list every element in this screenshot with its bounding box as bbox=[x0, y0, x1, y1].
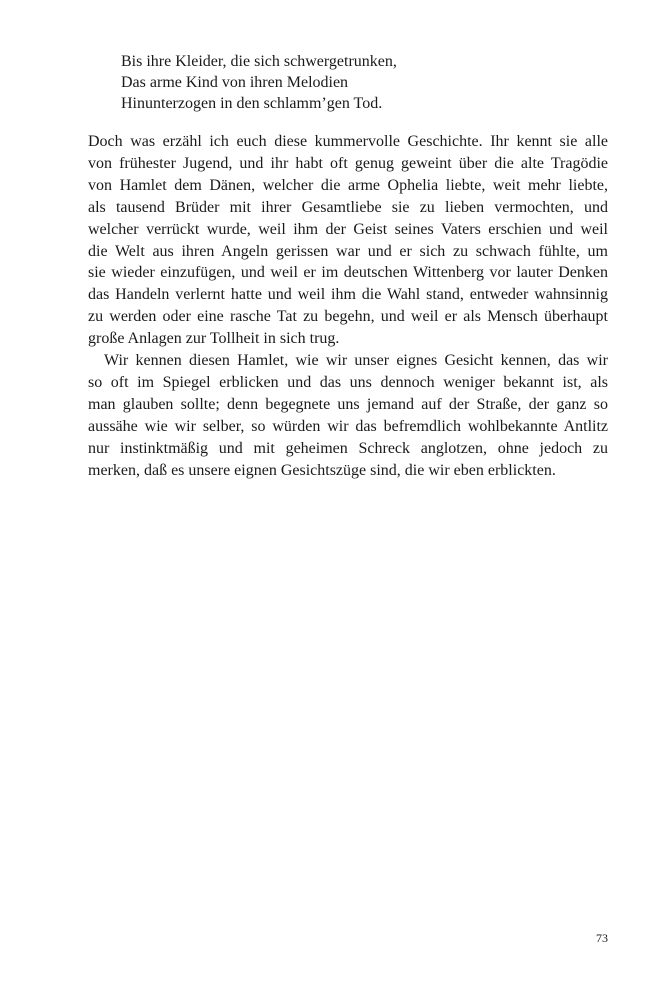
page-number: 73 bbox=[596, 931, 608, 945]
paragraph-1-line: zu werden oder eine rasche Tat zu begehn, und weil er als Mensch überhaupt bbox=[88, 308, 608, 326]
paragraph-1-line: sie wieder einzufügen, und weil er im deutschen Wittenberg vor lauter Denken bbox=[88, 264, 608, 282]
paragraph-2-line: nur instinktmäßig und mit geheimen Schreck anglotzen, ohne jedoch zu bbox=[88, 439, 608, 457]
body-text bbox=[88, 131, 608, 482]
paragraph-1-line: welcher verrückt wurde, weil ihm der Geist seines Vaters erschien und weil bbox=[88, 220, 608, 238]
paragraph-2-line: aussähe wie wir selber, so würden wir das befremdlich wohlbekannte Antlitz bbox=[88, 417, 608, 435]
paragraph-1-line: als tausend Brüder mit ihrer Gesamtliebe sie zu lieben vermochten, und bbox=[88, 198, 608, 216]
paragraph-1-line: von frühester Jugend, und ihr habt oft genug geweint über die alte Tragödie bbox=[88, 154, 608, 172]
paragraph-2-line: man glauben sollte; denn begegnete uns jemand auf der Straße, der ganz so bbox=[88, 395, 608, 413]
paragraph-1-line: die Welt aus ihren Angeln gerissen war und er sich zu schwach fühlte, um bbox=[88, 242, 608, 260]
paragraph-2-line: merken, daß es unsere eignen Gesichtszüge sind, die wir eben erblickten. bbox=[88, 461, 556, 479]
paragraph-2-line: so oft im Spiegel erblicken und das uns dennoch weniger bekannt ist, als bbox=[88, 373, 608, 391]
paragraph-1-line: Doch was erzähl ich euch diese kummervolle Geschichte. Ihr kennt sie alle bbox=[88, 133, 608, 150]
verse-quotation bbox=[121, 51, 541, 114]
paragraph-1-line: das Handeln verlernt hatte und weil ihm die Wahl stand, entweder wahnsinnig bbox=[88, 286, 608, 304]
verse-line: Das arme Kind von ihren Melodien bbox=[121, 74, 349, 91]
verse-line: Bis ihre Kleider, die sich schwergetrunken, bbox=[121, 53, 397, 70]
paragraph-1-line: von Hamlet dem Dänen, welcher die arme Ophelia liebte, weit mehr liebte, bbox=[88, 176, 608, 194]
paragraph-1-line: große Anlagen zur Tollheit in sich trug. bbox=[88, 330, 340, 348]
verse-line: Hinunterzogen in den schlamm’gen Tod. bbox=[121, 95, 383, 112]
paragraph-2-line: Wir kennen diesen Hamlet, wie wir unser eignes Gesicht kennen, das wir bbox=[104, 352, 608, 370]
